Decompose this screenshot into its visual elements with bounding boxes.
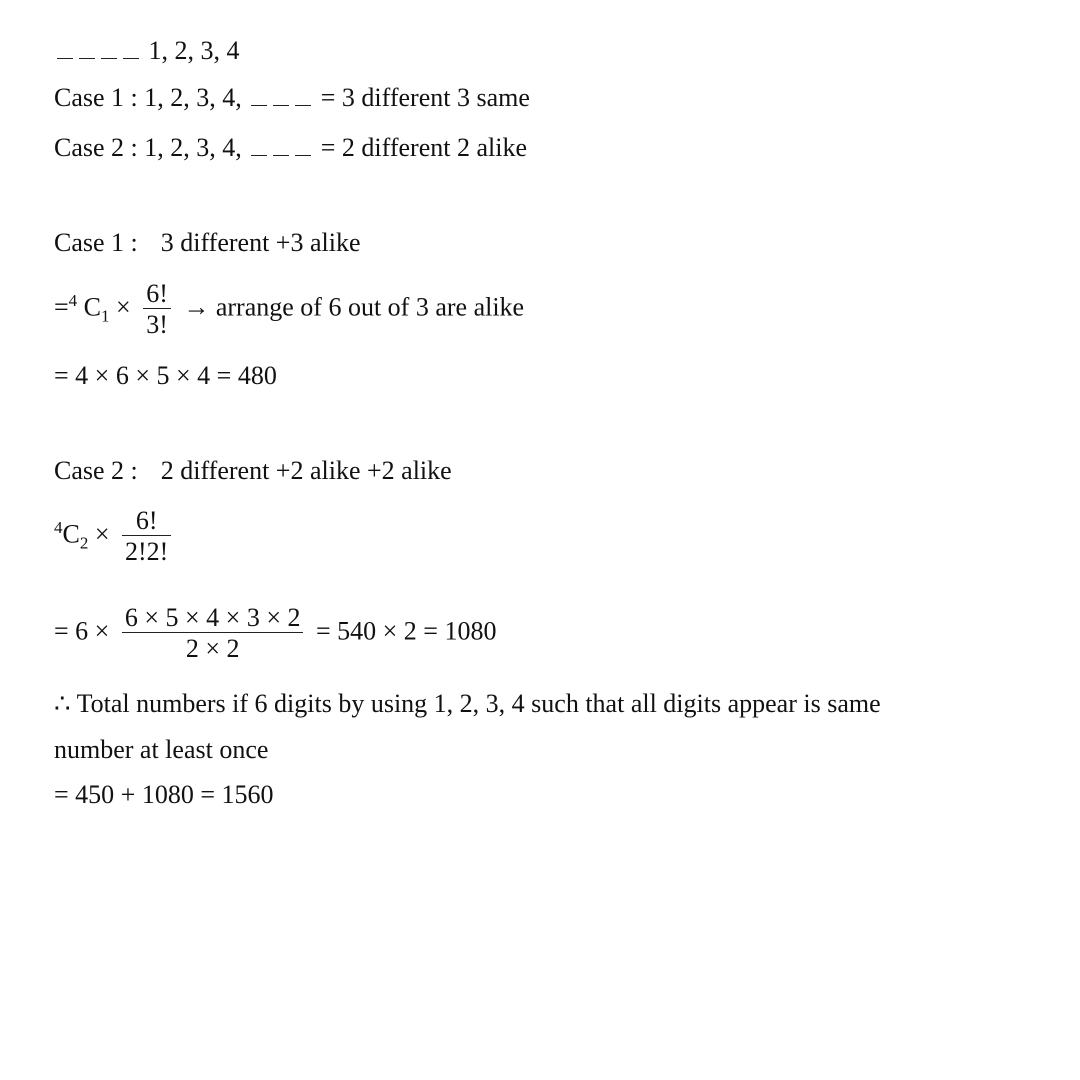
case2-frac-den: 2!2! [122, 535, 171, 566]
digits-row [54, 36, 240, 66]
case2-intro-result: = 2 different 2 alike [320, 133, 527, 162]
conclusion-total: = 450 + 1080 = 1560 [54, 780, 274, 809]
case1-result: = 4 × 6 × 5 × 4 = 480 [54, 361, 277, 390]
blank-slots [248, 133, 314, 163]
case1-intro-result: = 3 different 3 same [320, 83, 530, 112]
case2-calc-result: = 540 × 2 = 1080 [315, 616, 497, 646]
blank-slots [54, 36, 142, 66]
case1-combo-prefix: = [54, 292, 69, 322]
case2-frac-num: 6! [135, 506, 158, 535]
case2-combo-r: 2 [79, 533, 89, 553]
digits-list: 1, 2, 3, 4 [148, 36, 240, 65]
case2-calculation [54, 604, 496, 663]
case1-frac-num: 6! [146, 279, 168, 308]
conclusion-line-2: number at least once [54, 735, 269, 764]
case2-heading-text: 2 different +2 alike +2 alike [160, 456, 452, 485]
case2-formula [54, 507, 177, 566]
case2-intro [54, 133, 527, 163]
case1-formula [54, 280, 524, 339]
case2-combo-n: 4 [54, 517, 63, 537]
case2-calc-den: 2 × 2 [122, 632, 304, 663]
blank-slots [248, 83, 314, 113]
case1-times: × [116, 292, 131, 322]
case2-heading-label: Case 2 : [54, 456, 138, 485]
case2-intro-label: Case 2 : [54, 133, 138, 162]
case2-calc-prefix: = 6 × [54, 616, 110, 646]
case2-fraction [122, 507, 171, 566]
case1-frac-den: 3! [143, 308, 171, 339]
case1-intro-digits: 1, 2, 3, 4, [144, 83, 242, 112]
case2-times: × [94, 519, 110, 549]
case2-combo-c: C [62, 519, 80, 549]
case2-heading [54, 456, 452, 486]
case1-note: → arrange of 6 out of 3 are alike [183, 292, 525, 322]
case1-intro-label: Case 1 : [54, 83, 138, 112]
case1-intro [54, 83, 530, 113]
case2-calc-fraction [122, 604, 304, 663]
case1-heading-label: Case 1 : [54, 228, 138, 257]
case2-intro-digits: 1, 2, 3, 4, [144, 133, 242, 162]
case1-combo-n: 4 [68, 290, 78, 310]
case2-calc-num: 6 × 5 × 4 × 3 × 2 [124, 603, 301, 632]
case1-combo-c: C [83, 292, 102, 322]
case1-heading-text: 3 different +3 alike [160, 228, 361, 257]
case1-fraction [143, 280, 171, 339]
case1-combo-r: 1 [101, 306, 110, 326]
case1-heading [54, 228, 361, 258]
conclusion-line-1: ∴ Total numbers if 6 digits by using 1, 2, 3, 4 such that all digits appear is same [54, 689, 881, 718]
